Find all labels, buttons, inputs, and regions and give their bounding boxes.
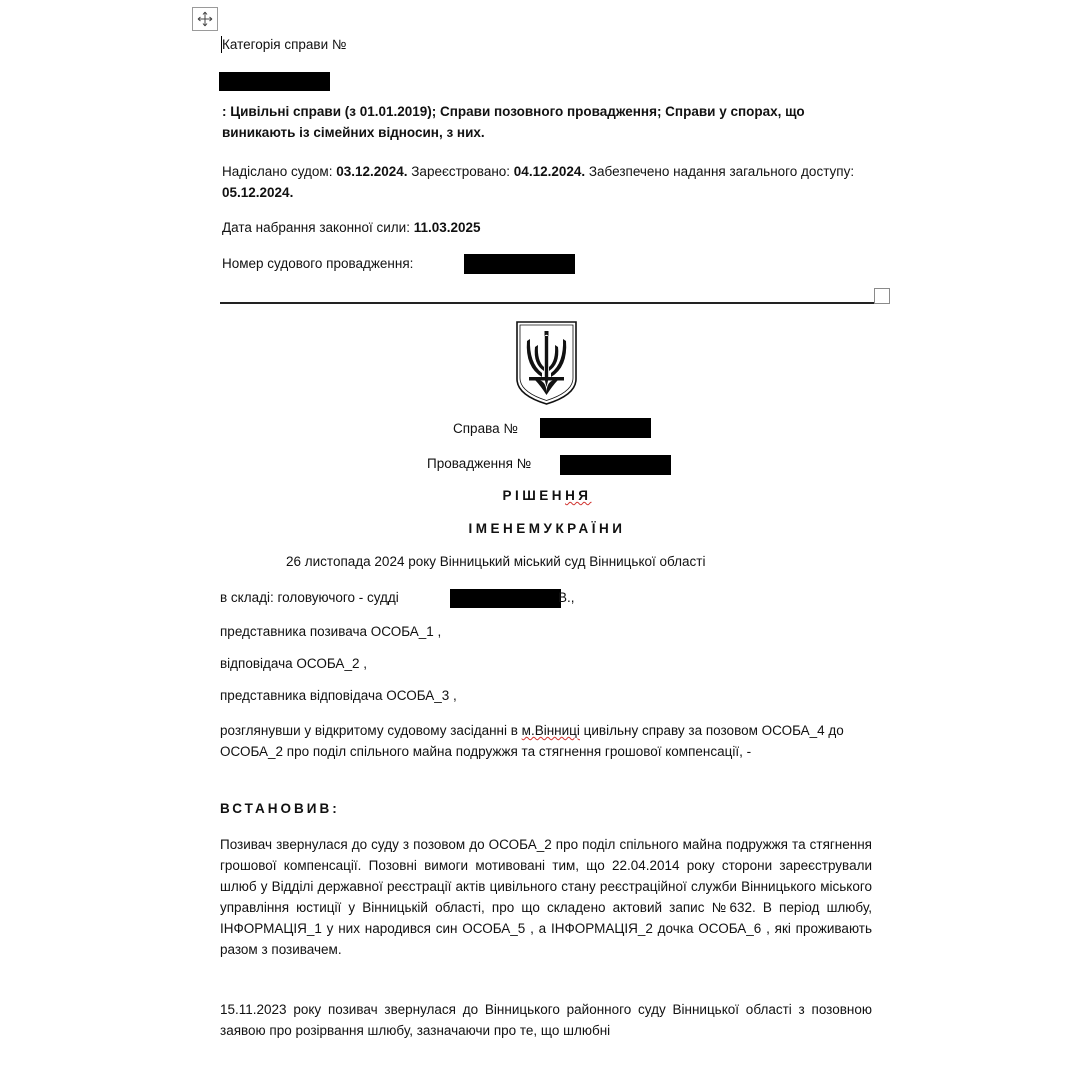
defendant-representative: представника відповідача ОСОБА_3 , [220, 688, 457, 703]
ukraine-trident-emblem [513, 319, 580, 407]
redacted-judge-name [450, 589, 561, 608]
composition-suffix: В., [558, 590, 575, 605]
decision-title-misspelled-part: НЯ [565, 488, 592, 503]
paragraph-2: 15.11.2023 року позивач звернулася до Вінницького районного суду Вінницької області з позовною заявою про розірвання шлюбу, зазначаючи про те, що шлюбні [220, 1002, 872, 1038]
considered-text-a: розглянувши у відкритому судовому засіданні в [220, 723, 522, 738]
access-date: 05.12.2024. [222, 185, 294, 200]
proceeding-label: Провадження № [427, 456, 532, 471]
decision-title [220, 486, 874, 506]
table-move-icon[interactable] [192, 7, 218, 31]
paragraph-1: Позивач звернулася до суду з позовом до ОСОБА_2 про поділ спільного майна подружжя та стягнення грошової компенсації. Позовні вимоги мотивовані тим, що 22.04.2014 року сторони зареєстрували шлюб у Відділі державної реєстрації актів цивільного стану реєстраційної служби Вінницького міського управління юстиції у Вінницькій області, про що складено актовий запис №632. В період шлюбу, ІНФОРМАЦІЯ_1 у них народився син ОСОБА_5 , а ІНФОРМАЦІЯ_2 дочка ОСОБА_6 , які проживають разом з позивачем. [220, 837, 872, 957]
legal-force-line [222, 217, 481, 238]
decision-title-part: РІШЕН [502, 488, 566, 503]
composition-label: в складі: головуючого - судді [220, 590, 399, 605]
considered-paragraph [220, 720, 872, 762]
registered-date: 04.12.2024. [513, 164, 586, 179]
category-label: Категорія справи № [222, 37, 347, 52]
in-name-of-ukraine-title: ІМЕНЕМУКРАЇНИ [468, 521, 626, 536]
registered-label: Зареєстровано: [407, 164, 514, 179]
table-resize-icon[interactable] [874, 288, 890, 304]
considered-city: м.Вінниці [521, 723, 580, 738]
plaintiff-representative: представника позивача ОСОБА_1 , [220, 624, 442, 639]
defendant: відповідача ОСОБА_2 , [220, 656, 367, 671]
publication-dates [222, 161, 862, 203]
access-label: Забезпечено надання загального доступу: [585, 164, 855, 179]
sent-label: Надіслано судом: [222, 164, 337, 179]
redacted-proceeding [560, 455, 671, 475]
force-date: 11.03.2025 [413, 220, 481, 235]
table-border-line [220, 302, 874, 304]
proceeding-number-label: Номер судового провадження: [222, 256, 414, 271]
redacted-category-number [219, 72, 330, 91]
case-label: Справа № [453, 421, 518, 436]
sent-date: 03.12.2024. [336, 164, 408, 179]
redacted-case-number [540, 418, 651, 438]
considered-text-b: цивільну справу за позовом ОСОБА_4 до ОСОБА_2 про поділ спільного майна подружжя та стягнення грошової компенсації, - [220, 723, 844, 759]
proceeding-number-line [222, 253, 413, 274]
force-label: Дата набрання законної сили: [222, 220, 414, 235]
category-text: : Цивільні справи (з 01.01.2019); Справи позовного провадження; Справи у спорах, що виникають із сімейних відносин, з них. [222, 104, 805, 140]
date-and-court: 26 листопада 2024 року Вінницький міський суд Вінницької області [286, 554, 706, 569]
redacted-proceeding-number [464, 254, 575, 274]
established-title: ВСТАНОВИВ: [220, 801, 340, 816]
